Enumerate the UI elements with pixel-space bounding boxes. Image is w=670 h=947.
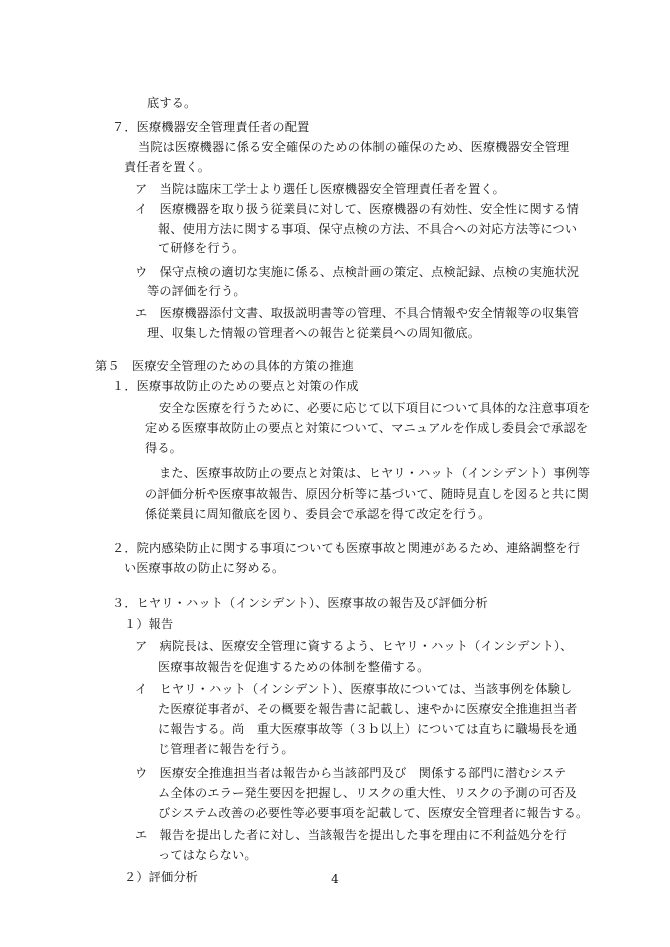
text-line: じ管理者に報告を行う。 xyxy=(158,742,294,756)
section-heading: １．医療事故防止のための要点と対策の作成 xyxy=(112,379,359,393)
text-line: に報告する。尚 重大医療事故等（３ｂ以上）については直ちに職場長を通 xyxy=(158,722,578,736)
text-line: 安全な医療を行うために、必要に応じて以下項目について具体的な注意事項を xyxy=(159,401,591,415)
section-heading: ７．医療機器安全管理責任者の配置 xyxy=(112,120,310,134)
text-line: て研修を行う。 xyxy=(158,241,245,255)
list-item: ウ 保守点検の適切な実施に係る、点検計画の策定、点検記録、点検の実施状況 xyxy=(135,265,580,279)
section-heading: ３．ヒヤリ・ハット（インシデント）、医療事故の報告及び評価分析 xyxy=(112,596,488,610)
list-item: エ 医療機器添付文書、取扱説明書等の管理、不具合情報や安全情報等の収集管 xyxy=(135,306,580,320)
text-line: また、医療事故防止の要点と対策は、ヒヤリ・ハット（インシデント）事例等 xyxy=(159,466,591,480)
list-item: イ ヒヤリ・ハット（インシデント）、医療事故については、当該事例を体験し xyxy=(135,682,573,696)
text-line: ってはならない。 xyxy=(158,848,257,862)
list-item: イ 医療機器を取り扱う従業員に対して、医療機器の有効性、安全性に関する情 xyxy=(135,202,579,216)
text-line: 理、収集した情報の管理者への報告と従業員への周知徹底。 xyxy=(147,326,481,340)
text-line: 底する。 xyxy=(147,96,197,110)
subsection-heading: ２）評価分析 xyxy=(124,870,199,884)
text-line: 報、使用方法に関する事項、保守点検の方法、不具合への対応方法等につい xyxy=(158,222,578,236)
text-line: 等の評価を行う。 xyxy=(147,284,246,298)
text-line: い医療事故の防止に努める。 xyxy=(124,561,285,575)
text-line: ム全体のエラー発生要因を把握し、リスクの重大性、リスクの予測の可否及 xyxy=(158,786,577,800)
chapter-heading: 第５ 医療安全管理のための具体的方策の推進 xyxy=(95,359,355,373)
subsection-heading: １）報告 xyxy=(124,617,174,631)
text-line: の評価分析や医療事故報告、原因分析等に基づいて、随時見直しを図ると共に関 xyxy=(145,487,589,501)
list-item: ア 当院は臨床工学士より選任し医療機器安全管理責任者を置く。 xyxy=(135,182,505,196)
text-line: 責任者を置く。 xyxy=(124,160,211,174)
page-number: 4 xyxy=(331,872,339,886)
text-line: 定める医療事故防止の要点と対策について、マニュアルを作成し委員会で承認を xyxy=(145,421,589,435)
text-line: びシステム改善の必要性等必要事項を記載して、医療安全管理者に報告する。 xyxy=(158,806,589,820)
text-line: た医療従事者が、その概要を報告書に記載し、速やかに医療安全推進担当者 xyxy=(158,702,578,716)
text-line: 医療事故報告を促進するための体制を整備する。 xyxy=(158,660,430,674)
section-heading: ２．院内感染防止に関する事項についても医療事故と関連があるため、連絡調整を行 xyxy=(112,541,581,555)
list-item: エ 報告を提出した者に対し、当該報告を提出した事を理由に不利益処分を行 xyxy=(135,828,567,842)
list-item: ウ 医療安全推進担当者は報告から当該部門及び 関係する部門に潜むシステ xyxy=(135,766,567,780)
list-item: ア 病院長は、医療安全管理に資するよう、ヒヤリ・ハット（インシデント）、 xyxy=(135,639,573,653)
text-line: 係従業員に周知徹底を図り、委員会で承認を得て改定を行う。 xyxy=(145,507,491,521)
text-line: 当院は医療機器に係る安全確保のための体制の確保のため、医療機器安全管理 xyxy=(138,140,570,154)
text-line: 得る。 xyxy=(145,441,183,455)
